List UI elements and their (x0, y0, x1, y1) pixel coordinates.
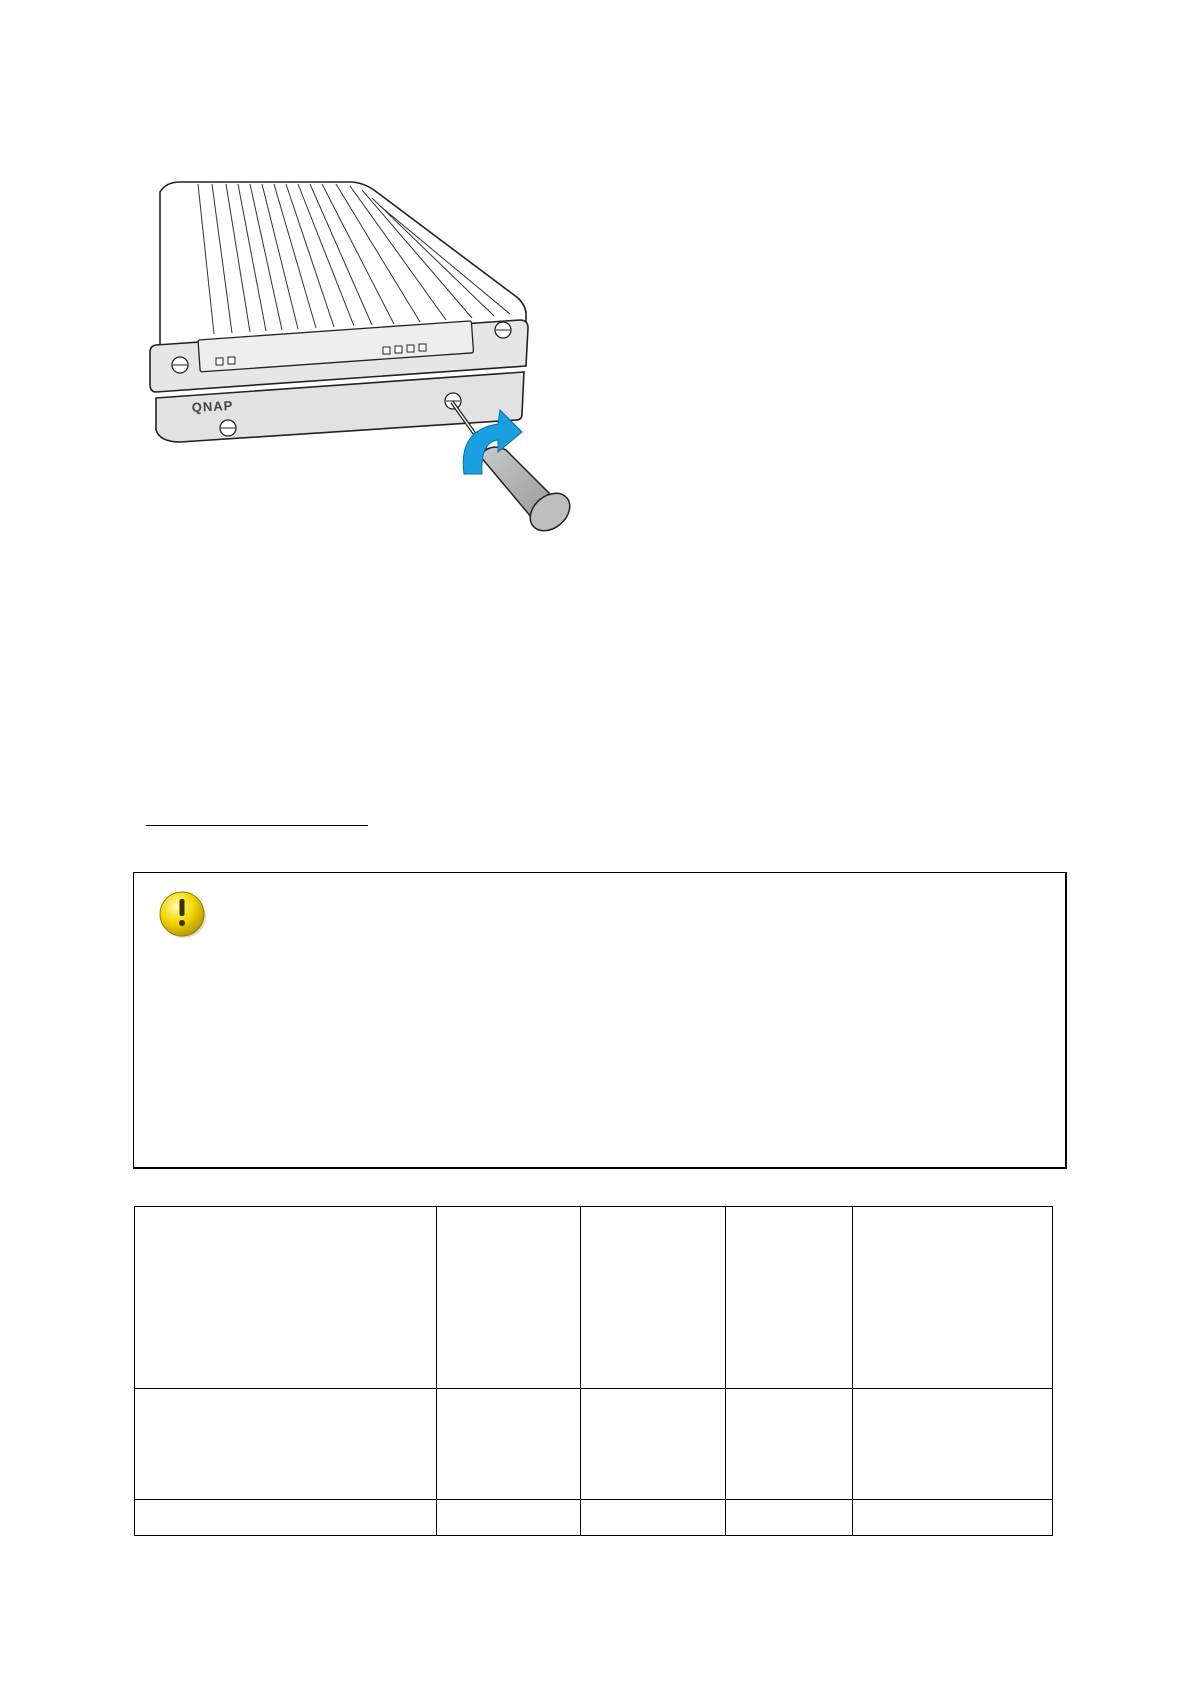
table-cell (436, 1207, 581, 1389)
table-cell (726, 1389, 853, 1500)
device-illustration (140, 180, 620, 580)
table-cell (581, 1500, 726, 1536)
table-cell (135, 1207, 437, 1389)
table-cell (852, 1207, 1052, 1389)
table-cell (581, 1389, 726, 1500)
nas-device-drawing (140, 180, 620, 580)
table-cell (135, 1389, 437, 1500)
spec-table (134, 1206, 1053, 1536)
warning-icon (156, 887, 210, 941)
table-cell (726, 1207, 853, 1389)
table-cell (726, 1500, 853, 1536)
table-cell (581, 1207, 726, 1389)
brand-logo: QNAP (191, 397, 234, 415)
section-rule (146, 825, 368, 826)
table-cell (852, 1500, 1052, 1536)
warning-notice-box (133, 872, 1067, 1169)
table-row (135, 1500, 1053, 1536)
table-cell (852, 1389, 1052, 1500)
table-row (135, 1207, 1053, 1389)
table-cell (436, 1389, 581, 1500)
table-row (135, 1389, 1053, 1500)
table-cell (135, 1500, 437, 1536)
table-cell (436, 1500, 581, 1536)
